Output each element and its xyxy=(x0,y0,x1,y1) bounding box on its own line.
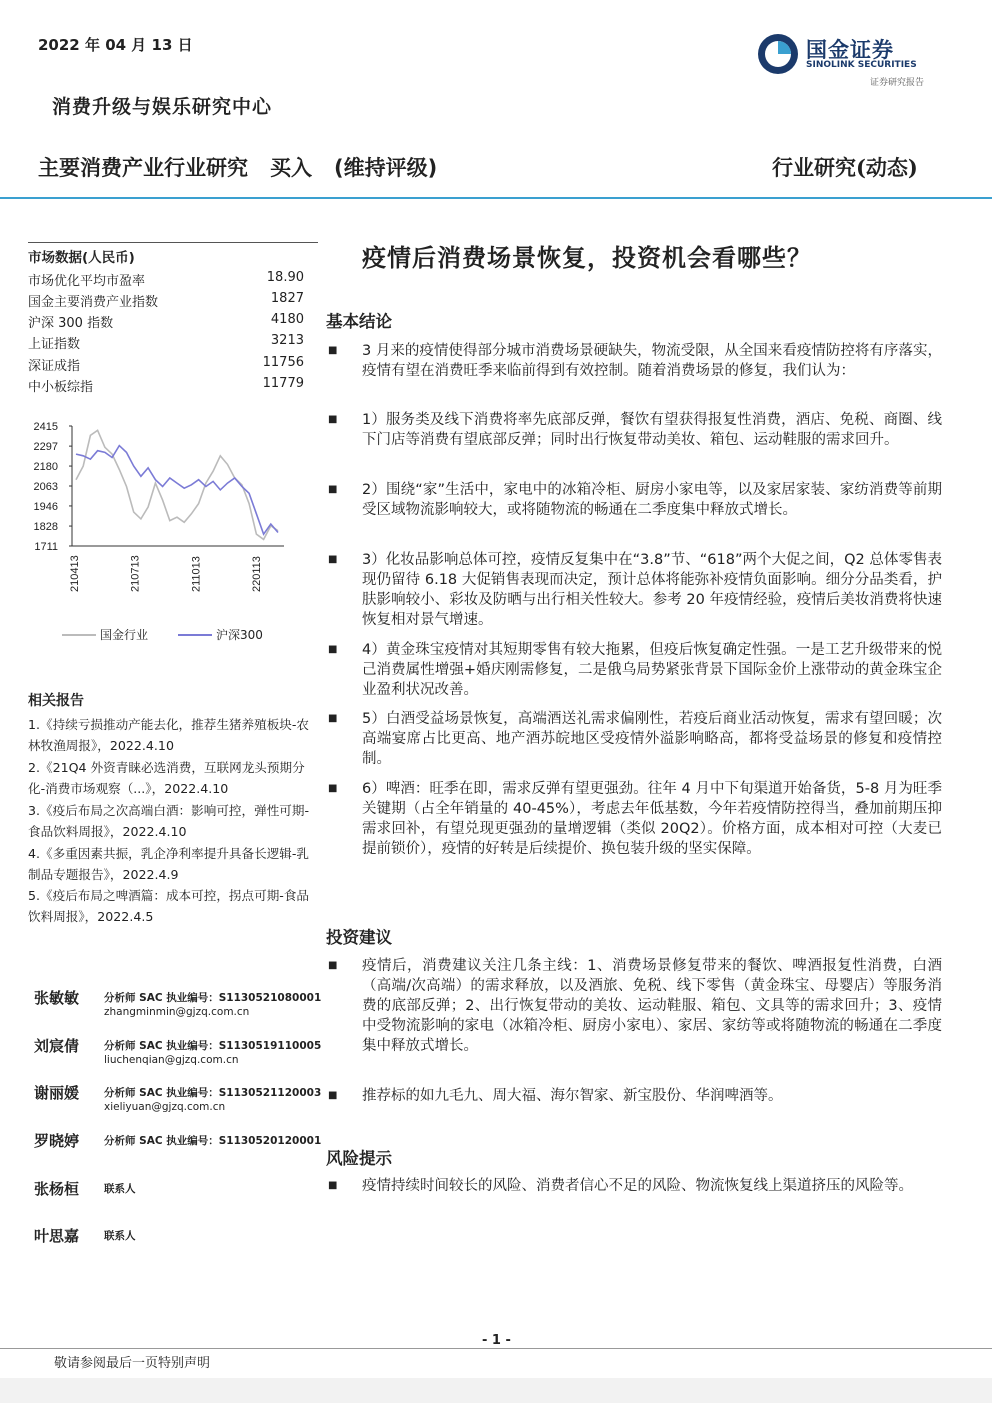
section-title-advice: 投资建议 xyxy=(326,928,392,947)
series-line xyxy=(76,430,278,539)
footer-bar xyxy=(0,1378,992,1403)
body-paragraph: 1）服务类及线下消费将率先底部反弹，餐饮有望获得报复性消费，酒店、免税、商圈、线下门店等消费有望底部反弹；同时出行恢复带动美妆、箱包、运动鞋服的需求回升。 xyxy=(362,412,942,448)
y-tick-label: 1828 xyxy=(33,521,58,534)
bullet-icon: ■ xyxy=(328,554,338,565)
analyst-name: 张杨桓 xyxy=(34,1180,80,1198)
analyst-info: 联系人 xyxy=(104,1183,136,1195)
analyst-name: 罗晓婷 xyxy=(34,1132,80,1150)
x-tick-label: 210413 xyxy=(69,555,81,592)
bullet-icon: ■ xyxy=(328,414,338,425)
body-paragraph: 疫情持续时间较长的风险、消费者信心不足的风险、物流恢复线上渠道挤压的风险等。 xyxy=(362,1178,913,1194)
y-tick-label: 2297 xyxy=(33,441,58,454)
bullet-icon: ■ xyxy=(328,644,338,655)
header-divider xyxy=(0,197,992,199)
section-title-conclusion: 基本结论 xyxy=(326,312,392,331)
section-title-risk: 风险提示 xyxy=(326,1149,392,1168)
bullet-icon: ■ xyxy=(328,1090,338,1101)
analyst-email[interactable]: zhangminmin@gjzq.com.cn xyxy=(104,1006,250,1018)
market-row: 国金主要消费产业指数 1827 xyxy=(28,291,304,310)
legend-label: 国金行业 xyxy=(100,628,149,642)
market-row: 上证指数 3213 xyxy=(28,333,304,352)
footer-divider xyxy=(0,1348,992,1349)
y-tick-label: 2063 xyxy=(33,481,58,493)
related-report-link[interactable]: 3.《疫后布局之次高端白酒：影响可控，弹性可期-食品饮料周报》，2022.4.10 xyxy=(28,803,310,839)
analyst-name: 刘宸倩 xyxy=(34,1037,80,1055)
related-report-link[interactable]: 2.《21Q4 外资青睐必选消费，互联网龙头预期分化-消费市场观察（...》，2022.4.10 xyxy=(28,760,305,796)
y-tick-label: 2415 xyxy=(33,421,58,433)
market-row: 市场优化平均市盈率 18.90 xyxy=(28,270,304,289)
bullet-icon: ■ xyxy=(328,1180,338,1191)
body-paragraph: 5）白酒受益场景恢复，高端酒送礼需求偏刚性，若疫后商业活动恢复，需求有望回暖；次高端宴席占比更高、地产酒苏皖地区受疫情外溢影响略高，都将受益场景的修复和疫情控制。 xyxy=(362,711,942,767)
logo-subtitle: 证券研究报告 xyxy=(870,78,925,88)
logo-chinese: 国金证券 xyxy=(806,38,894,62)
rating-note: (维持评级) xyxy=(334,156,438,180)
body-paragraph: 推荐标的如九毛九、周大福、海尔智家、新宝股份、华润啤酒等。 xyxy=(362,1088,783,1104)
market-data-title: 市场数据(人民币) xyxy=(28,250,135,266)
analyst-info: 分析师 SAC 执业编号：S1130520120001 xyxy=(104,1135,322,1147)
analyst-info: 分析师 SAC 执业编号：S1130521120003 xieliyuan@gjzq.com.cn xyxy=(104,1087,322,1113)
x-tick-label: 210713 xyxy=(129,555,142,592)
related-reports-title: 相关报告 xyxy=(28,693,84,709)
analyst-email[interactable]: liuchenqian@gjzq.com.cn xyxy=(104,1054,239,1066)
index-line-chart xyxy=(28,410,318,660)
body-paragraph: 6）啤酒：旺季在即，需求反弹有望更强劲。往年 4 月中下旬渠道开始备货，5-8 月为旺季关键期（占全年销量的 40-45%），考虑去年低基数，今年若疫情防控得当，叠加前期压抑需求回补，有望兑现更强劲的量增逻辑（类似 20Q2）。价格方面，成本相对可控（大麦已提前锁价），疫情的好转是后续提价、换包装升级的坚实保障。 xyxy=(362,781,942,857)
related-report-link[interactable]: 4.《多重因素共振，乳企净利率提升具备长逻辑-乳制品专题报告》，2022.4.9 xyxy=(28,846,310,882)
bullet-icon: ■ xyxy=(328,484,338,495)
body-paragraph: 3 月来的疫情使得部分城市消费场景硬缺失，物流受限，从全国来看疫情防控将有序落实，疫情有望在消费旺季来临前得到有效控制。随着消费场景的修复，我们认为： xyxy=(362,343,942,379)
series-line xyxy=(76,446,278,535)
footer-note: 敬请参阅最后一页特别声明 xyxy=(54,1356,211,1371)
logo-english: SINOLINK SECURITIES xyxy=(806,60,917,70)
related-report-link[interactable]: 1.《持续亏损推动产能去化，推荐生猪养殖板块-农林牧渔周报》，2022.4.10 xyxy=(28,717,310,753)
body-paragraph: 3）化妆品影响总体可控，疫情反复集中在“3.8”节、“618”两个大促之间，Q2 总体零售表现仍留待 6.18 大促销售表现而决定，预计总体将能弥补疫情负面影响。细分分品类看，护肤影响较小、彩妆及防晒与出行相关性较大。参考 20 年疫情经验，疫情后美妆消费将快速恢复相对景气增速。 xyxy=(362,552,942,628)
y-tick-label: 1711 xyxy=(34,541,58,553)
analyst-name: 叶思嘉 xyxy=(34,1227,80,1245)
x-tick-label: 220113 xyxy=(251,556,263,592)
bullet-icon: ■ xyxy=(328,783,338,794)
research-center: 消费升级与娱乐研究中心 xyxy=(52,96,273,118)
analyst-email[interactable]: xieliyuan@gjzq.com.cn xyxy=(104,1101,226,1113)
doc-type: 行业研究(动态) xyxy=(772,155,918,180)
sidebar-divider xyxy=(28,242,318,243)
bullet-icon: ■ xyxy=(328,345,338,356)
x-tick-label: 211013 xyxy=(190,556,203,592)
industry-name: 主要消费产业行业研究 xyxy=(38,156,248,180)
analyst-info: 分析师 SAC 执业编号：S1130521080001 zhangminmin@gjzq.com.cn xyxy=(104,992,322,1018)
analyst-info: 联系人 xyxy=(104,1230,136,1242)
report-headline xyxy=(38,152,459,182)
bullet-icon: ■ xyxy=(328,960,338,971)
rating: 买入 xyxy=(270,156,312,180)
market-row: 深证成指 11756 xyxy=(28,355,304,374)
analyst-name: 谢丽媛 xyxy=(34,1084,80,1102)
report-title: 疫情后消费场景恢复，投资机会看哪些？ xyxy=(362,243,812,272)
market-row: 中小板综指 11779 xyxy=(28,376,304,395)
page-number: - 1 - xyxy=(482,1333,511,1348)
legend-label: 沪深300 xyxy=(216,628,263,642)
body-paragraph: 4）黄金珠宝疫情对其短期零售有较大拖累，但疫后恢复确定性强。一是工艺升级带来的悦己消费属性增强+婚庆刚需修复，二是俄乌局势紧张背景下国际金价上涨带动的黄金珠宝企业盈利状况改善。 xyxy=(362,642,942,698)
y-tick-label: 1946 xyxy=(33,500,58,513)
body-paragraph: 2）围绕“家”生活中，家电中的冰箱冷柜、厨房小家电等，以及家居家装、家纺消费等前期受区域物流影响较大，或将随物流的畅通在二季度集中释放式增长。 xyxy=(362,482,942,518)
report-date: 2022 年 04 月 13 日 xyxy=(38,36,193,54)
analyst-info: 分析师 SAC 执业编号：S1130519110005 liuchenqian@gjzq.com.cn xyxy=(104,1040,322,1066)
related-report-link[interactable]: 5.《疫后布局之啤酒篇：成本可控，拐点可期-食品饮料周报》，2022.4.5 xyxy=(28,888,310,924)
y-tick-label: 2180 xyxy=(33,461,58,474)
analyst-name: 张敏敏 xyxy=(34,989,80,1007)
market-row: 沪深 300 指数 4180 xyxy=(28,312,304,331)
bullet-icon: ■ xyxy=(328,713,338,724)
body-paragraph: 疫情后，消费建议关注几条主线：1、消费场景修复带来的餐饮、啤酒报复性消费，白酒（高端/次高端）的需求释放，以及酒旅、免税、线下零售（黄金珠宝、母婴店）等服务消费的底部反弹；2、出行恢复带动的美妆、运动鞋服、箱包、文具等的需求回升；3、疫情中受物流影响的家电（冰箱冷柜、厨房小家电）、家居、家纺等或将随物流的畅通在二季度集中释放式增长。 xyxy=(362,958,942,1054)
